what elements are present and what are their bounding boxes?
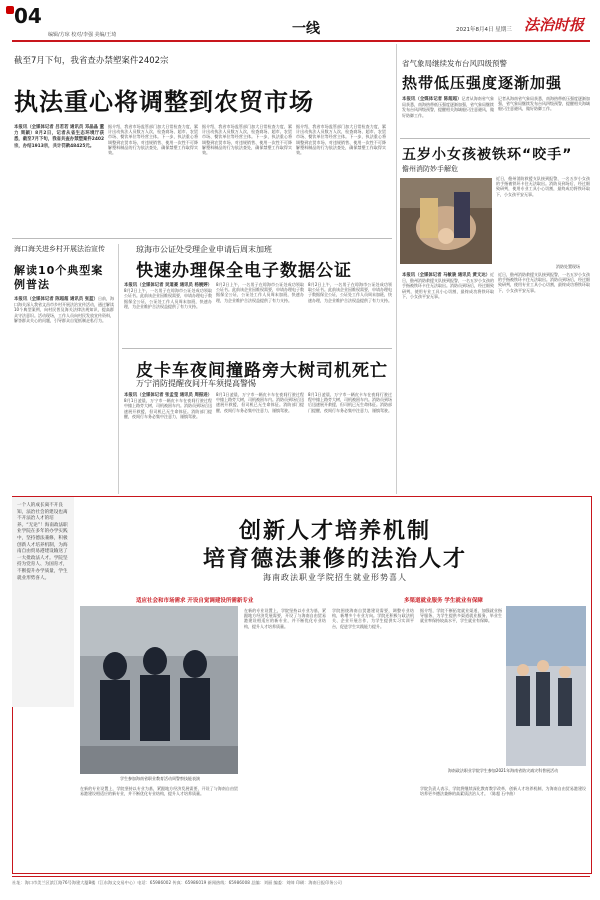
feature-photo-2-caption: 海南政法职业学院学生参加2021年海南省防灾减灾科普展活动 xyxy=(447,768,559,773)
rescue-body-top: 近日，儋州消防救援支队接到报警，一名五岁小女孩的手指被铁环卡住无法取出。消防员到场后，经过细致研判，使用专业工具小心切割，最终成功将铁环取下，小女孩平安无事。 xyxy=(496,176,590,197)
page-footer: 社址：海口市美兰区滨江路76号海建大厦8楼（江东海文交易中心）电话：65986002 传真：65986019 新闻热线：65986008 总编：刘丽 编委：刘帅 印刷：海南日报印务公司 xyxy=(12,876,590,886)
divider xyxy=(122,348,392,349)
story3-subhead: 万宁消防提醒夜间开车须提高警惕 xyxy=(136,379,256,388)
story1-body-col3: 据介绍，我省市场监管部门加大日常检查力度，累计出动执法人员数万人次，检查商场、超市、农贸市场、餐饮单位等经营主体。下一步，执法重心将调整到农贸市场，对违规销售、使用一次性不可降解塑料制品的行为依法查处，确保禁塑工作取得实效。 xyxy=(202,124,292,156)
customs-body-text: 日前，海口海关深入我省文昌市乡村开展法治宣传活动，通过解读10个典型案例，向村民普及海关法律法规知识，提高群众守法意识。活动现场，工作人员向村民发放宣传资料，解答群众关心的问题，引导群众自觉抵制走私行为。 xyxy=(14,296,114,323)
weather-byline: 本报讯（全媒体记者 陈超超） xyxy=(402,97,462,102)
story1-kicker: 截至7月下旬，我省查办禁塑案件2402宗 xyxy=(14,56,169,66)
section-name: 一线 xyxy=(292,21,320,37)
rescue-photo-caption: 消防处置现场 xyxy=(556,264,580,269)
divider xyxy=(400,138,590,139)
rescue-body-text: 近日，儋州消防救援支队接到报警，一名五岁小女孩的手指被铁环卡住无法取出。消防员到场后，经过细致研判，使用专业工具小心切割，最终成功将铁环取下，小女孩平安无事。 xyxy=(402,272,494,299)
story2-body-col2: 8月2日上午，一名男子在琼海市公证处成功领取公证书。此前该企业因维权需要，申请办理电子数据保全公证，公证处工作人员周末加班，快速办理，为企业维护合法权益提供了有力支持。 xyxy=(216,282,304,303)
feature-photo-2 xyxy=(506,606,586,766)
feature-headline-1: 创新人才培养机制 xyxy=(238,519,431,544)
story3-body-col2: 8月1日凌晨，万宁市一辆皮卡车在夜间行驶过程中撞上路旁大树，司机被困车内。消防员到场后迅速展开救援，但司机已无生命体征。消防部门提醒，夜间行车务必集中注意力，谨慎驾驶。 xyxy=(216,392,304,413)
customs-body xyxy=(14,296,114,496)
story3-body-text: 8月1日凌晨，万宁市一辆皮卡车在夜间行驶过程中撞上路旁大树，司机被困车内。消防员到场后迅速展开救援，但司机已无生命体征。消防部门提醒，夜间行车务必集中注意力，谨慎驾驶。 xyxy=(124,398,212,419)
feature-tag-left: 适应社会和市场需求 开设自觉调建设所需新专业 xyxy=(136,598,254,604)
feature-sidebar-text: 一个人的成长离不开良知，法治社会的建设也离不开法治人才的培养。“无论”！海南政法职业学院在多年的办学实践中，坚持德法兼修，积极创新人才培养机制，为海南自由贸易港建设输送了一大批政法人才。学院坚持为党育人、为国育才，不断提升办学质量，学生就业形势喜人。 xyxy=(17,503,68,581)
weather-body-text: 记者从海南省气象局获悉，南海热带低压强度逐渐加强，省气象局继续发布台风四级预警，提醒相关海域船只注意避风，做好防御工作。 xyxy=(402,96,494,118)
weather-body-col2: 记者从海南省气象局获悉，南海热带低压强度逐渐加强，省气象局继续发布台风四级预警，提醒相关海域船只注意避风，做好防御工作。 xyxy=(498,96,590,112)
customs-byline: 本报讯（全媒体记者 陈超超 通讯员 张蓝） xyxy=(14,297,98,302)
feature-subtitle: 海南政法职业学院招生就业形势喜人 xyxy=(263,573,407,582)
rescue-body-col2: 近日，儋州消防救援支队接到报警，一名五岁小女孩的手指被铁环卡住无法取出。消防员到场后，经过细致研判，使用专业工具小心切割，最终成功将铁环取下，小女孩平安无事。 xyxy=(498,272,590,293)
story1-body-col2: 据介绍，我省市场监管部门加大日常检查力度，累计出动执法人员数万人次，检查商场、超市、农贸市场、餐饮单位等经营主体。下一步，执法重心将调整到农贸市场，对违规销售、使用一次性不可降解塑料制品的行为依法查处，确保禁塑工作取得实效。 xyxy=(108,124,198,156)
divider xyxy=(12,238,392,239)
feature-body-col4: 学院负责人表示，学院将继续深化教育教学改革，创新人才培养机制，为海南自由贸易港建设培养更多德法兼修的高素质法治人才。（陈超 石中曲） xyxy=(420,786,586,797)
feature-body-col0: 在新的专业设置上，学院坚持以专业为基，紧跟地方经济发展需要，开设了与海南自由贸易港建设相适应的新专业，并不断优化专业结构，提升人才培养质量。 xyxy=(80,786,238,797)
story2-headline: 快速办理保全电子数据公证 xyxy=(136,261,352,281)
story3-body-col1 xyxy=(124,392,212,492)
story2-body-col1 xyxy=(124,282,212,344)
story2-kicker: 琼海市公证处受理企业申请后周末加班 xyxy=(136,245,272,254)
story3-byline: 本报讯（全媒体记者 张孟莹 通讯员 周振进） xyxy=(124,393,212,398)
masthead-rule xyxy=(12,40,590,42)
story2-byline: 本报讯（全媒体记者 吴道豪 通讯员 杨婉婷） xyxy=(124,283,212,288)
newspaper-brand: 法治时报 xyxy=(524,16,585,34)
story3-headline: 皮卡车夜间撞路旁大树司机死亡 xyxy=(136,361,388,381)
story1-body-col1 xyxy=(14,124,104,232)
page-number: 04 xyxy=(14,4,42,28)
feature-body-col3: 据介绍，学院不断拓宽就业渠道，加强就业指导服务，为学生提供多渠道就业服务，毕业生就业率保持较高水平，学生就业有保障。 xyxy=(420,608,502,624)
rescue-byline: 本报讯（全媒体记者 马敏骏 通讯员 黄文达） xyxy=(402,273,491,278)
issue-date: 2021年8月4日 星期三 xyxy=(456,27,512,33)
story1-byline: 本报讯（全媒体记者 吕若若 通讯员 邓晶晶 董力 周颖）8月2日，记者从省生态环境厅获悉，截至7月下旬，我省共查办禁塑案件2402宗，办结1913宗，共计罚款48425元。 xyxy=(14,125,104,149)
rescue-headline: 五岁小女孩被铁环“咬手” xyxy=(402,147,573,163)
weather-headline: 热带低压强度逐渐加强 xyxy=(402,74,563,92)
divider xyxy=(396,44,397,494)
weather-kicker: 省气象局继续发布台风四级预警 xyxy=(402,59,507,68)
story2-body-text: 8月2日上午，一名男子在琼海市公证处成功领取公证书。此前该企业因维权需要，申请办理电子数据保全公证，公证处工作人员周末加班，快速办理，为企业维护合法权益提供了有力支持。 xyxy=(124,288,212,309)
weather-body-col1 xyxy=(402,96,494,136)
feature-body-col2: 学院围绕海南自贸港建设需要，调整专业结构，新增多个专业方向。学院还积极与政法机关、企业开展合作，为学生提供实习实训平台，促进学生实践能力提升。 xyxy=(332,608,414,629)
rescue-body-col1 xyxy=(402,272,494,482)
feature-photo-1 xyxy=(80,606,238,774)
feature-headline-2: 培育德法兼修的法治人才 xyxy=(202,547,467,572)
editors-credit: 编辑/方琼 校对/李强 美编/王琦 xyxy=(48,32,117,38)
story1-body-col4: 据介绍，我省市场监管部门加大日常检查力度，累计出动执法人员数万人次，检查商场、超市、农贸市场、餐饮单位等经营主体。下一步，执法重心将调整到农贸市场，对违规销售、使用一次性不可降解塑料制品的行为依法查处，确保禁塑工作取得实效。 xyxy=(296,124,386,156)
story2-body-col3: 8月2日上午，一名男子在琼海市公证处成功领取公证书。此前该企业因维权需要，申请办理电子数据保全公证，公证处工作人员周末加班，快速办理，为企业维护合法权益提供了有力支持。 xyxy=(308,282,392,303)
customs-headline: 解读10个典型案例普法 xyxy=(14,264,104,291)
feature-tag-right: 多渠道就业服务 学生就业有保障 xyxy=(404,598,483,604)
rescue-photo xyxy=(400,178,492,264)
rescue-subhead: 儋州消防妙手解危 xyxy=(402,165,458,173)
customs-kicker: 海口海关进乡村开展法治宣传 xyxy=(14,245,105,253)
divider xyxy=(118,244,119,494)
feature-body-col1: 在新的专业设置上，学院坚持以专业为基，紧跟地方经济发展需要，开设了与海南自由贸易港建设相适应的新专业，并不断优化专业结构，提升人才培养质量。 xyxy=(244,608,326,629)
story1-headline: 执法重心将调整到农贸市场 xyxy=(14,88,314,116)
feature-photo-1-caption: 学生参加海南省职业教育活动周警察技能表演 xyxy=(120,776,200,781)
feature-sidebar xyxy=(12,497,74,707)
story3-body-col3: 8月1日凌晨，万宁市一辆皮卡车在夜间行驶过程中撞上路旁大树，司机被困车内。消防员到场后迅速展开救援，但司机已无生命体征。消防部门提醒，夜间行车务必集中注意力，谨慎驾驶。 xyxy=(308,392,392,413)
masthead-logo xyxy=(6,6,14,14)
